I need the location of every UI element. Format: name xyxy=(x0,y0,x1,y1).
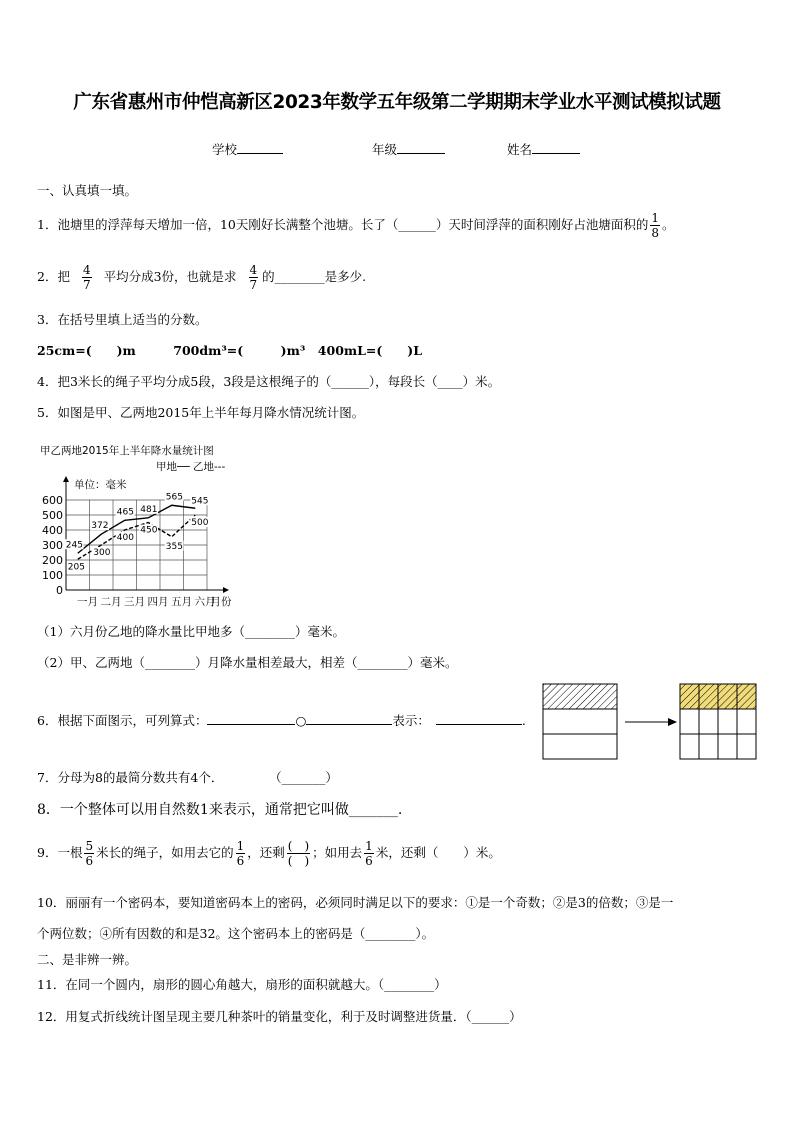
question-3-blanks: 25cm=( )m 700dm³=( )m³ 400mL=( )L xyxy=(37,343,422,358)
x-axis-arrow xyxy=(223,587,229,593)
question-9: 9．一根 $\frac{5}{6}$ 米长的绳子，如用去它的 $\frac{1}{6}$ ，还剩 $\frac{( )}{( )}$ ；如用去 $\frac{1}{6}$ 米，还剩（ ）米。 xyxy=(37,839,501,868)
data-label: 481 xyxy=(140,504,158,515)
y-tick-label: 500 xyxy=(42,509,63,522)
data-label: 245 xyxy=(65,540,83,551)
question-1: 1．池塘里的浮萍每天增加一倍，10天刚好长满整个池塘。长了（______）天时间浮萍的面积刚好占池塘面积的 $\frac{1}{8}$ 。 xyxy=(37,211,675,240)
fraction: $\frac{1}{8}$ xyxy=(651,211,660,240)
fraction: $\frac{4}{7}$ xyxy=(82,263,91,292)
fraction: $\frac{1}{6}$ xyxy=(236,839,245,868)
y-tick-label: 400 xyxy=(42,524,63,537)
data-label: 372 xyxy=(91,521,109,532)
grade-label: 年级 xyxy=(372,142,398,157)
blank[interactable] xyxy=(436,712,522,725)
chart-unit-label: 单位：毫米 xyxy=(74,479,127,491)
question-10: 10．丽丽有一个密码本，要知道密码本上的密码，必须同时满足以下的要求：①是一个奇数；②是3的倍数；③是一 xyxy=(37,895,674,910)
school-blank[interactable] xyxy=(237,141,283,154)
rainfall-line-chart xyxy=(36,440,266,612)
section-2-heading: 二、是非辨一辨。 xyxy=(37,952,138,967)
question-2: 2．把 $\frac{4}{7}$ 平均分成3份，也就是求 $\frac{4}{7}$ 的________是多少. xyxy=(37,263,367,292)
x-axis-label: 月份 xyxy=(210,596,232,608)
fraction-blank[interactable]: $\frac{( )}{( )}$ xyxy=(287,839,310,868)
data-label: 450 xyxy=(140,525,158,536)
x-tick-label: 三月 xyxy=(124,596,145,608)
blank[interactable] xyxy=(207,712,295,725)
question-4: 4．把3米长的绳子平均分成5段，3段是这根绳子的（______），每段长（____）米。 xyxy=(37,374,501,389)
question-7: 7．分母为8的最简分数共有4个． （_______） xyxy=(37,770,338,785)
name-field xyxy=(507,141,580,159)
data-label: 500 xyxy=(191,518,209,528)
question-5: 5．如图是甲、乙两地2015年上半年每月降水情况统计图。 xyxy=(37,405,365,420)
data-label: 465 xyxy=(116,507,134,518)
y-tick-label: 0 xyxy=(56,584,63,597)
fraction: $\frac{4}{7}$ xyxy=(249,263,258,292)
x-tick-label: 六月 xyxy=(194,596,216,608)
school-field xyxy=(212,141,283,159)
data-label: 355 xyxy=(165,541,183,552)
page-title: 广东省惠州市仲恺高新区2023年数学五年级第二学期期末学业水平测试模拟试题 xyxy=(73,92,721,113)
section-1-heading: 一、认真填一填。 xyxy=(37,183,138,198)
x-tick-label: 一月 xyxy=(77,596,98,608)
fraction: $\frac{5}{6}$ xyxy=(85,839,94,868)
question-6: 6．根据下面图示，可列算式： ○ 表示： . xyxy=(37,713,526,728)
question-8: 8．一个整体可以用自然数1来表示，通常把它叫做_______. xyxy=(37,802,403,818)
question-11: 11．在同一个圆内，扇形的圆心角越大，扇形的面积就越大。（________） xyxy=(37,977,447,992)
chart-legend: 甲地── 乙地--- xyxy=(156,461,226,473)
x-tick-label: 五月 xyxy=(171,596,192,608)
question-5-part-2: （2）甲、乙两地（________）月降水量相差最大，相差（________）毫米。 xyxy=(37,655,458,670)
fraction: $\frac{1}{6}$ xyxy=(365,839,373,868)
data-label: 300 xyxy=(93,548,111,558)
chart-title: 甲乙两地2015年上半年降水量统计图 xyxy=(40,445,214,457)
y-tick-label: 600 xyxy=(42,494,63,507)
blank[interactable] xyxy=(306,712,392,725)
name-blank[interactable] xyxy=(532,141,580,154)
question-10-line-2: 个两位数；④所有因数的和是32。这个密码本上的密码是（________）。 xyxy=(37,926,435,941)
data-label: 545 xyxy=(191,496,209,507)
fraction-diagram xyxy=(540,681,760,761)
question-12: 12．用复式折线统计图呈现主要几种茶叶的销量变化，利于及时调整进货量．（______） xyxy=(37,1009,522,1024)
y-tick-label: 200 xyxy=(42,554,63,567)
data-label: 565 xyxy=(165,492,183,503)
question-5-part-1: （1）六月份乙地的降水量比甲地多（________）毫米。 xyxy=(37,624,345,639)
x-tick-label: 四月 xyxy=(147,596,169,608)
grade-blank[interactable] xyxy=(397,141,445,154)
name-label: 姓名 xyxy=(507,142,533,157)
y-tick-label: 100 xyxy=(42,569,63,582)
grade-field xyxy=(372,141,445,159)
x-tick-label: 二月 xyxy=(100,596,122,608)
question-3: 3．在括号里填上适当的分数。 xyxy=(37,312,208,327)
school-label: 学校 xyxy=(212,142,238,157)
data-label: 400 xyxy=(116,533,134,543)
y-axis-arrow xyxy=(63,476,69,482)
data-label: 205 xyxy=(67,562,85,573)
y-tick-label: 300 xyxy=(42,539,63,552)
